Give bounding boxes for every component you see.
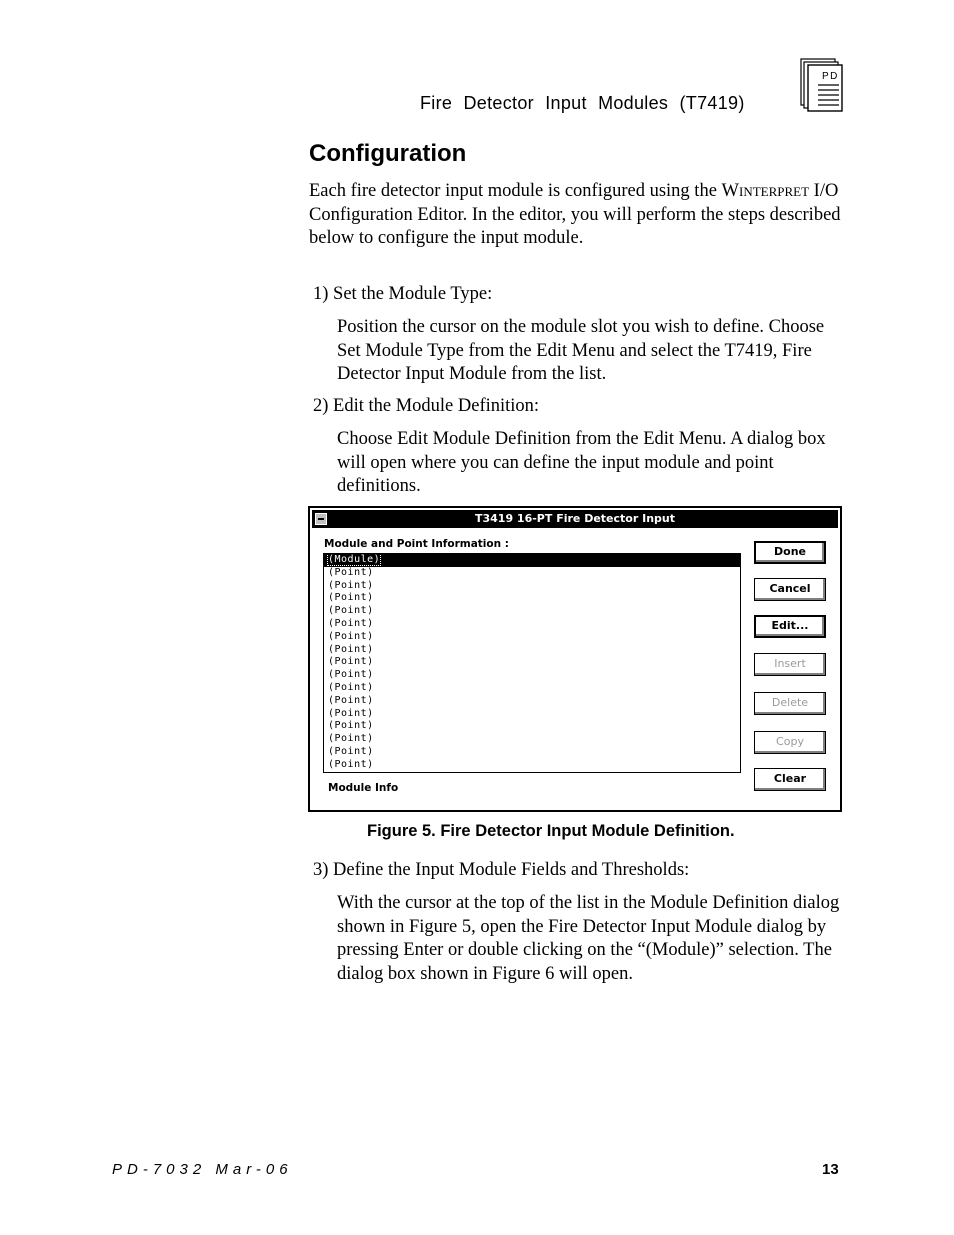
step-2-heading: 2) Edit the Module Definition: <box>313 396 540 416</box>
list-item-label: (Point) <box>328 694 374 706</box>
module-info-label: Module Info <box>328 782 399 794</box>
delete-button[interactable]: Delete <box>754 692 826 715</box>
intro-text-after: I/O Configuration Editor. In the editor, you will perform the steps described below to configure the input module. <box>309 181 841 248</box>
list-item-point[interactable] <box>324 605 740 618</box>
footer-document-id: PD-7032 Mar-06 <box>112 1161 293 1178</box>
intro-text-before: Each fire detector input module is configured using the <box>309 181 722 201</box>
cancel-button[interactable]: Cancel <box>754 578 826 601</box>
list-item-point[interactable] <box>324 644 740 657</box>
system-menu-icon[interactable] <box>315 513 327 525</box>
list-item-point[interactable] <box>324 580 740 593</box>
page-number: 13 <box>822 1161 839 1178</box>
step-1-heading: 1) Set the Module Type: <box>313 284 493 304</box>
step-2-body: Choose Edit Module Definition from the Edit Menu. A dialog box will open where you can define the input module and point definitions. <box>337 429 826 496</box>
module-point-listbox[interactable] <box>323 553 741 773</box>
list-item-point[interactable] <box>324 759 740 772</box>
insert-button[interactable]: Insert <box>754 653 826 676</box>
list-item-label: (Point) <box>328 720 374 732</box>
copy-button[interactable]: Copy <box>754 731 826 754</box>
intro-paragraph <box>309 180 849 251</box>
section-title: Configuration <box>309 140 467 167</box>
dialog-title-bar <box>312 510 838 528</box>
list-item-point[interactable] <box>324 746 740 759</box>
list-item-label: (Point) <box>328 592 374 604</box>
list-item-point[interactable] <box>324 720 740 733</box>
list-item-label: (Point) <box>328 681 374 693</box>
pd-icon-label: PD <box>822 71 839 82</box>
list-item-point[interactable] <box>324 631 740 644</box>
list-item-label: (Point) <box>328 656 374 668</box>
list-item-point[interactable] <box>324 656 740 669</box>
product-name: Winterpret <box>721 181 810 201</box>
list-item-point[interactable] <box>324 708 740 721</box>
running-header-title: Fire Detector Input Modules (T7419) <box>420 93 745 113</box>
list-item-point[interactable] <box>324 567 740 580</box>
done-button[interactable]: Done <box>754 541 826 564</box>
module-definition-dialog <box>308 506 842 812</box>
edit-button[interactable]: Edit... <box>754 615 826 638</box>
step-3-heading: 3) Define the Input Module Fields and Thresholds: <box>313 860 690 880</box>
list-item-point[interactable] <box>324 592 740 605</box>
list-item-label: (Point) <box>328 758 374 770</box>
list-item-label: (Point) <box>328 733 374 745</box>
list-item-module[interactable] <box>324 554 740 567</box>
list-item-label: (Point) <box>328 579 374 591</box>
list-item-label: (Point) <box>328 745 374 757</box>
figure-caption: Figure 5. Fire Detector Input Module Definition. <box>367 822 735 840</box>
list-item-label: (Point) <box>328 630 374 642</box>
list-item-label: (Point) <box>328 566 374 578</box>
list-item-label: (Point) <box>328 617 374 629</box>
step-1-body: Position the cursor on the module slot you wish to define. Choose Set Module Type from the Edit Menu and select the T7419, Fire Detector Input Module from the list. <box>337 317 825 384</box>
list-item-point[interactable] <box>324 695 740 708</box>
clear-button[interactable]: Clear <box>754 768 826 791</box>
list-item-label: (Point) <box>328 605 374 617</box>
list-item-label: (Point) <box>328 707 374 719</box>
list-item-label: (Point) <box>328 643 374 655</box>
list-item-label: (Module) <box>328 554 381 565</box>
pd-document-icon <box>800 58 844 112</box>
step-3-body: With the cursor at the top of the list in the Module Definition dialog shown in Figure 5, open the Fire Detector Input Module dialog by pressing Enter or double clicking on the “(Module)” selection. The dialog box shown in Figure 6 will open. <box>337 893 840 984</box>
list-item-point[interactable] <box>324 618 740 631</box>
list-item-point[interactable] <box>324 669 740 682</box>
list-item-point[interactable] <box>324 733 740 746</box>
list-item-point[interactable] <box>324 682 740 695</box>
list-label: Module and Point Information : <box>324 538 509 550</box>
list-item-label: (Point) <box>328 669 374 681</box>
dialog-title: T3419 16-PT Fire Detector Input <box>474 512 675 525</box>
